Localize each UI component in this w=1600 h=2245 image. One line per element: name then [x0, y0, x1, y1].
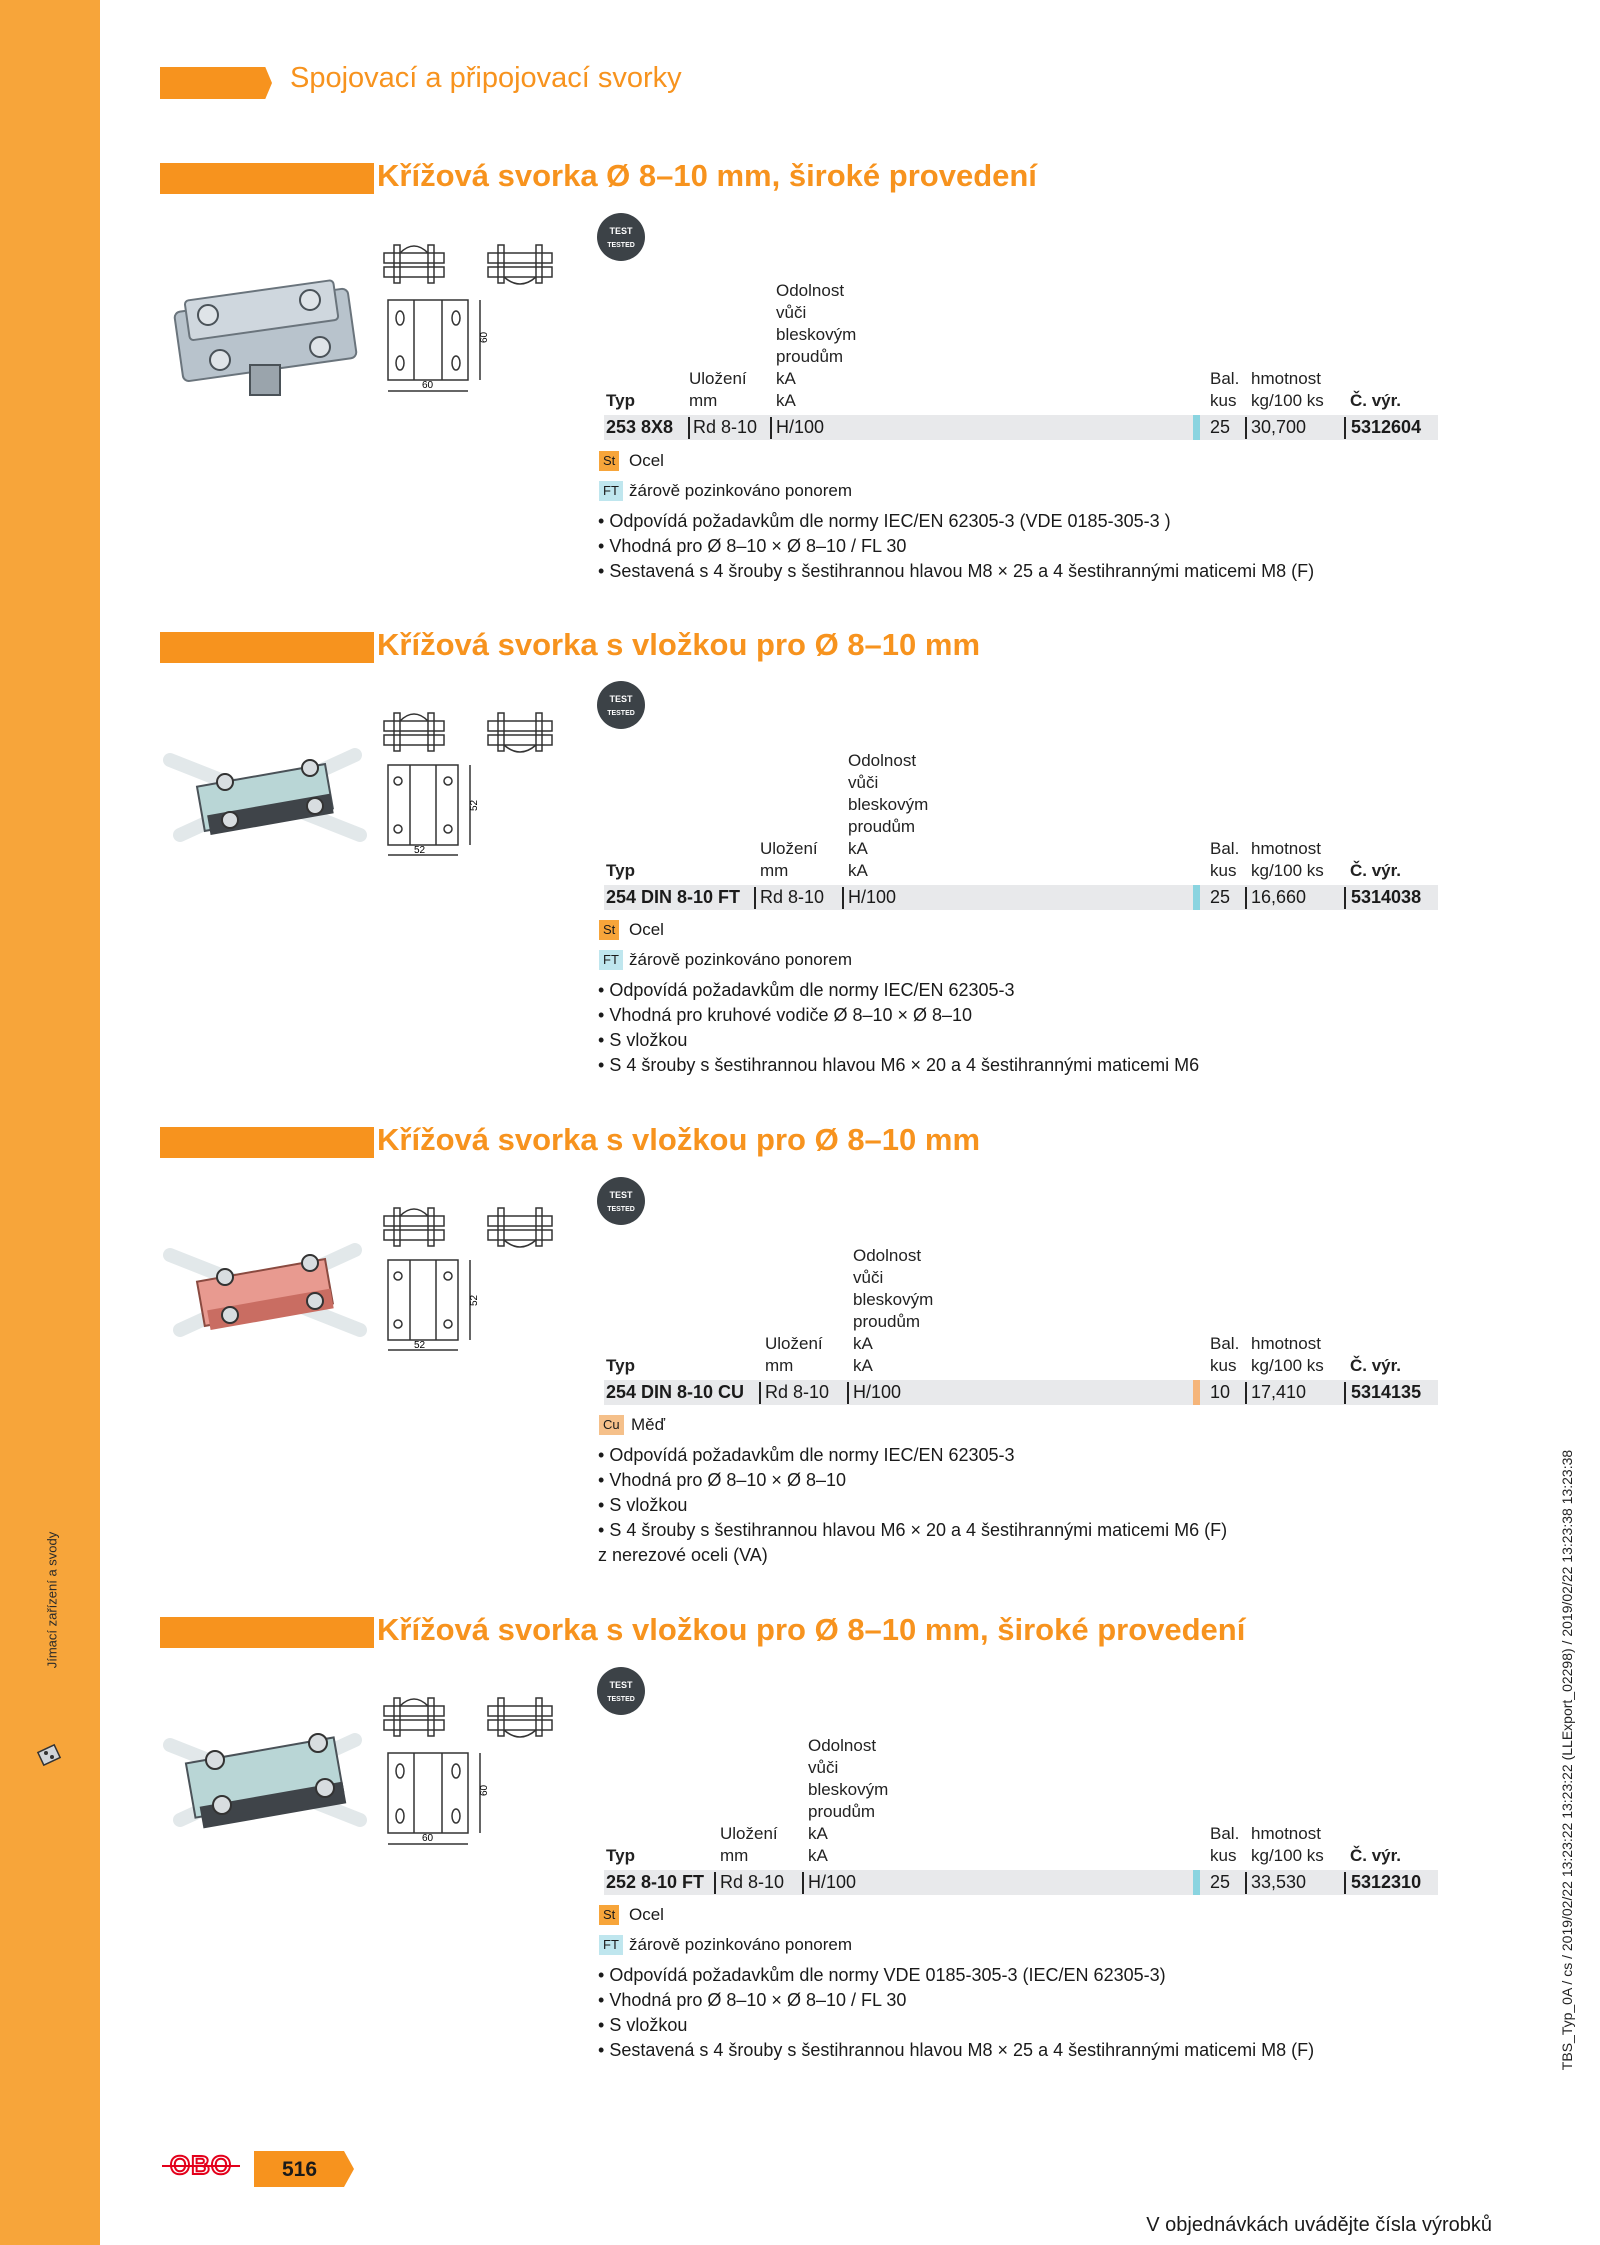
list-item: • Sestavená s 4 šrouby s šestihrannou hlavou M8 × 25 a 4 šestihrannými maticemi M8 (F) [598, 559, 1314, 584]
divider [842, 887, 844, 909]
col-odolnost-3: bleskovým [808, 1780, 889, 1799]
technical-drawing [380, 1678, 600, 1868]
material-text: Ocel [629, 451, 664, 470]
drawing-height-label: 52 [469, 799, 480, 811]
section-bar [160, 163, 374, 194]
divider [1245, 417, 1247, 439]
cell-ulozeni: Rd 8-10 [765, 1382, 830, 1402]
sidebar-label: Jímací zařízení a svody [44, 1531, 60, 1669]
feature-list [598, 1443, 1227, 1568]
col-ulozeni-1: Uložení [765, 1334, 823, 1353]
feature-list [598, 1963, 1314, 2063]
col-bal-1: Bal. [1210, 1824, 1240, 1843]
cell-ulozeni: Rd 8-10 [693, 417, 758, 437]
cell-ulozeni: Rd 8-10 [760, 887, 825, 907]
material-text: žárově pozinkováno ponorem [629, 950, 853, 969]
technical-drawing [380, 693, 600, 883]
col-cislo: Č. výr. [1350, 861, 1402, 880]
divider [847, 1382, 849, 1404]
list-item: • Sestavená s 4 šrouby s šestihrannou hlavou M8 × 25 a 4 šestihrannými maticemi M8 (F) [598, 2038, 1314, 2063]
page-title: Spojovací a připojovací svorky [290, 62, 682, 94]
col-odolnost-4: proudům [848, 817, 916, 836]
col-odolnost-4: proudům [776, 347, 844, 366]
divider [754, 887, 756, 909]
col-ulozeni-1: Uložení [760, 839, 818, 858]
col-hmotnost-2: kg/100 ks [1251, 391, 1324, 410]
material-tag: St [599, 920, 619, 940]
technical-drawing [380, 225, 600, 415]
list-item: • S 4 šrouby s šestihrannou hlavou M6 × 20 a 4 šestihrannými maticemi M6 [598, 1053, 1199, 1078]
col-bal-2: kus [1210, 1356, 1237, 1375]
divider [770, 417, 772, 439]
cell-odolnost: H/100 [776, 417, 825, 437]
list-item: • S vložkou [598, 2013, 1314, 2038]
col-odolnost-5: kA [853, 1334, 873, 1353]
col-odolnost-1: Odolnost [848, 751, 917, 770]
col-odolnost-6: kA [808, 1846, 828, 1865]
divider [1344, 1382, 1346, 1404]
drawing-width-label: 60 [422, 1833, 434, 1844]
col-bal-1: Bal. [1210, 839, 1240, 858]
material-text: žárově pozinkováno ponorem [629, 481, 853, 500]
section-title: Křížová svorka Ø 8–10 mm, široké provedení [377, 158, 1037, 193]
col-ulozeni-2: mm [720, 1846, 749, 1865]
col-typ: Typ [606, 1846, 635, 1865]
list-item: • Vhodná pro Ø 8–10 × Ø 8–10 / FL 30 [598, 534, 1314, 559]
cell-odolnost: H/100 [848, 887, 897, 907]
material-tag: FT [599, 950, 623, 970]
col-bal-1: Bal. [1210, 1334, 1240, 1353]
tested-badge-icon [596, 680, 646, 730]
svg-text:TESTED: TESTED [607, 242, 635, 249]
cell-hmotnost: 17,410 [1251, 1382, 1307, 1402]
cell-hmotnost: 30,700 [1251, 417, 1307, 437]
col-hmotnost-2: kg/100 ks [1251, 1356, 1324, 1375]
svg-text:TESTED: TESTED [607, 1696, 635, 1703]
col-typ: Typ [606, 391, 635, 410]
obo-logo [160, 2152, 242, 2180]
material-marker [1193, 885, 1200, 910]
col-odolnost-2: vůči [848, 773, 879, 792]
sidebar [0, 0, 100, 2245]
col-odolnost-1: Odolnost [853, 1246, 922, 1265]
product-photo [160, 1705, 370, 1855]
col-hmotnost-1: hmotnost [1251, 839, 1321, 858]
svg-text:TESTED: TESTED [607, 710, 635, 717]
svg-text:TEST: TEST [609, 1680, 633, 1690]
col-cislo: Č. výr. [1350, 1846, 1402, 1865]
col-typ: Typ [606, 861, 635, 880]
section-bar [160, 1617, 374, 1648]
col-odolnost-6: kA [848, 861, 868, 880]
cell-typ: 253 8X8 [606, 417, 674, 437]
divider [688, 417, 690, 439]
col-typ: Typ [606, 1356, 635, 1375]
cell-bal: 25 [1210, 1872, 1231, 1892]
list-item: • Odpovídá požadavkům dle normy IEC/EN 62305-3 (VDE 0185-305-3 ) [598, 509, 1314, 534]
col-hmotnost-1: hmotnost [1251, 1334, 1321, 1353]
section-title: Křížová svorka s vložkou pro Ø 8–10 mm [377, 1122, 981, 1157]
col-ulozeni-1: Uložení [689, 369, 747, 388]
footer-note: V objednávkách uvádějte čísla výrobků [1146, 2214, 1492, 2236]
list-item: • Odpovídá požadavkům dle normy IEC/EN 62305-3 [598, 978, 1199, 1003]
list-item: • S vložkou [598, 1028, 1199, 1053]
list-item: • S 4 šrouby s šestihrannou hlavou M6 × 20 a 4 šestihrannými maticemi M6 (F) [598, 1518, 1227, 1543]
list-item: • Odpovídá požadavkům dle normy VDE 0185-305-3 (IEC/EN 62305-3) [598, 1963, 1314, 1988]
material-text: Ocel [629, 920, 664, 939]
material-text: žárově pozinkováno ponorem [629, 1935, 853, 1954]
section-bar [160, 632, 374, 663]
header-tab [160, 67, 272, 99]
col-odolnost-2: vůči [808, 1758, 839, 1777]
col-bal-2: kus [1210, 1846, 1237, 1865]
cell-cislo: 5314038 [1351, 887, 1422, 907]
svg-text:TEST: TEST [609, 226, 633, 236]
drawing-height-label: 60 [479, 331, 490, 343]
divider [1245, 1382, 1247, 1404]
list-item-continuation: z nerezové oceli (VA) [598, 1545, 768, 1565]
technical-drawing [380, 1188, 600, 1378]
product-photo [160, 720, 370, 870]
cell-bal: 10 [1210, 1382, 1231, 1402]
col-cislo: Č. výr. [1350, 391, 1402, 410]
col-odolnost-1: Odolnost [808, 1736, 877, 1755]
divider [802, 1872, 804, 1894]
cell-hmotnost: 33,530 [1251, 1872, 1307, 1892]
drawing-height-label: 60 [479, 1784, 490, 1796]
col-hmotnost-2: kg/100 ks [1251, 1846, 1324, 1865]
list-item: • Odpovídá požadavkům dle normy IEC/EN 62305-3 [598, 1443, 1227, 1468]
material-tag: Cu [599, 1415, 624, 1435]
col-odolnost-2: vůči [853, 1268, 884, 1287]
material-marker [1193, 1380, 1200, 1405]
divider [1344, 1872, 1346, 1894]
cell-cislo: 5312604 [1351, 417, 1422, 437]
col-hmotnost-1: hmotnost [1251, 1824, 1321, 1843]
drawing-height-label: 52 [469, 1294, 480, 1306]
col-odolnost-5: kA [808, 1824, 828, 1843]
cell-typ: 254 DIN 8-10 CU [606, 1382, 745, 1402]
cell-cislo: 5312310 [1351, 1872, 1422, 1892]
cell-odolnost: H/100 [853, 1382, 902, 1402]
col-odolnost-1: Odolnost [776, 281, 845, 300]
col-ulozeni-2: mm [765, 1356, 794, 1375]
divider [1245, 887, 1247, 909]
svg-text:TEST: TEST [609, 694, 633, 704]
svg-text:TEST: TEST [609, 1190, 633, 1200]
col-hmotnost-1: hmotnost [1251, 369, 1321, 388]
cell-odolnost: H/100 [808, 1872, 857, 1892]
cell-bal: 25 [1210, 887, 1231, 907]
col-odolnost-5: kA [848, 839, 868, 858]
material-tag: St [599, 451, 619, 471]
cell-typ: 252 8-10 FT [606, 1872, 705, 1892]
material-marker [1193, 1870, 1200, 1895]
col-odolnost-3: bleskovým [853, 1290, 934, 1309]
print-metadata: TBS_Typ_0A / cs / 2019/02/22 13:23:22 13:23:22 (LLExport_02298) / 2019/02/22 13:23:38 13:23:38 [1559, 1449, 1575, 2071]
cell-ulozeni: Rd 8-10 [720, 1872, 785, 1892]
divider [714, 1872, 716, 1894]
col-hmotnost-2: kg/100 ks [1251, 861, 1324, 880]
material-tag: St [599, 1905, 619, 1925]
cell-hmotnost: 16,660 [1251, 887, 1307, 907]
cell-typ: 254 DIN 8-10 FT [606, 887, 741, 907]
divider [759, 1382, 761, 1404]
list-item: • Vhodná pro kruhové vodiče Ø 8–10 × Ø 8–10 [598, 1003, 1199, 1028]
col-ulozeni-2: mm [760, 861, 789, 880]
product-photo [160, 1215, 370, 1365]
material-tag: FT [599, 481, 623, 501]
col-ulozeni-2: mm [689, 391, 718, 410]
page-number: 516 [282, 2158, 318, 2181]
tested-badge-icon [596, 212, 646, 262]
list-item: • Vhodná pro Ø 8–10 × Ø 8–10 [598, 1468, 1227, 1493]
col-ulozeni-1: Uložení [720, 1824, 778, 1843]
section-title: Křížová svorka s vložkou pro Ø 8–10 mm [377, 627, 981, 662]
svg-text:OBO: OBO [169, 2152, 233, 2180]
col-bal-1: Bal. [1210, 369, 1240, 388]
col-bal-2: kus [1210, 861, 1237, 880]
col-odolnost-3: bleskovým [776, 325, 857, 344]
col-odolnost-5: kA [776, 369, 796, 388]
section-bar [160, 1127, 374, 1158]
tested-badge-icon [596, 1176, 646, 1226]
col-cislo: Č. výr. [1350, 1356, 1402, 1375]
tested-badge-icon [596, 1666, 646, 1716]
divider [1344, 887, 1346, 909]
clamp-icon [34, 1740, 64, 1770]
section-title: Křížová svorka s vložkou pro Ø 8–10 mm, široké provedení [377, 1612, 1246, 1647]
col-odolnost-4: proudům [808, 1802, 876, 1821]
drawing-width-label: 60 [422, 380, 434, 391]
col-odolnost-3: bleskovým [848, 795, 929, 814]
divider [1344, 417, 1346, 439]
material-text: Měď [631, 1415, 666, 1434]
cell-bal: 25 [1210, 417, 1231, 437]
material-marker [1193, 415, 1200, 440]
list-item: • S vložkou [598, 1493, 1227, 1518]
col-odolnost-2: vůči [776, 303, 807, 322]
feature-list [598, 509, 1314, 584]
cell-cislo: 5314135 [1351, 1382, 1422, 1402]
svg-text:TESTED: TESTED [607, 1206, 635, 1213]
col-odolnost-6: kA [853, 1356, 873, 1375]
col-odolnost-4: proudům [853, 1312, 921, 1331]
feature-list [598, 978, 1199, 1078]
col-odolnost-6: kA [776, 391, 796, 410]
list-item: • Vhodná pro Ø 8–10 × Ø 8–10 / FL 30 [598, 1988, 1314, 2013]
col-bal-2: kus [1210, 391, 1237, 410]
drawing-width-label: 52 [414, 1340, 426, 1351]
divider [1245, 1872, 1247, 1894]
drawing-width-label: 52 [414, 845, 426, 856]
material-text: Ocel [629, 1905, 664, 1924]
product-photo [160, 255, 370, 405]
material-tag: FT [599, 1935, 623, 1955]
